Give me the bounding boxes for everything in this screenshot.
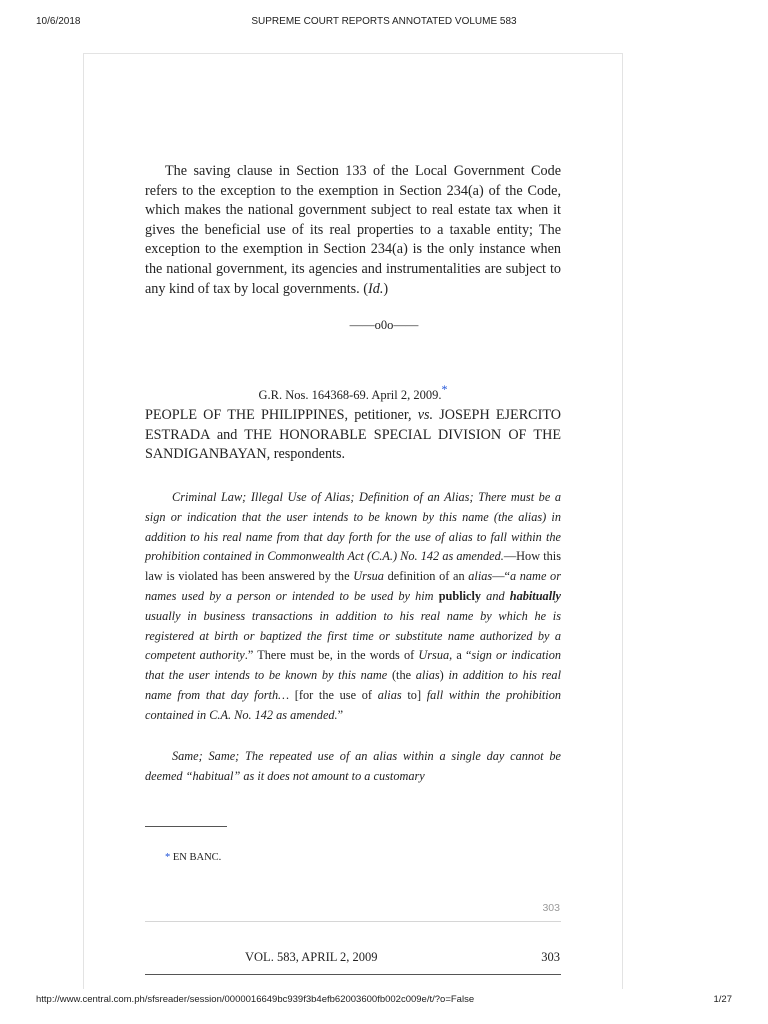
footnote: * EN BANC. (165, 852, 222, 863)
print-date: 10/6/2018 (36, 16, 81, 27)
footnote-marker: * (165, 852, 171, 863)
case-number: G.R. Nos. 164368-69. April 2, 2009.* (258, 382, 448, 402)
print-url: http://www.central.com.ph/sfsreader/session/0000016649bc939f3b4efb62003600fb002c009e/t/?o=False (36, 994, 475, 1005)
holding-paragraph: The saving clause in Section 133 of the Local Government Code refers to the exception to the exemption in Section 234(a) of the Code, which makes the national government subject to real estate tax when it gives the beneficial use of its real properties to a taxable entity; The exception to the exemption in Section 234(a) is the only instance when the national government, its agencies and instrumentalities are subject to any kind of tax by local governments. (Id.) (145, 163, 561, 297)
print-page-count: 1/27 (713, 994, 732, 1005)
running-header-volume: VOL. 583, APRIL 2, 2009 (245, 950, 378, 964)
footnote-ref-link[interactable]: * (441, 382, 448, 396)
running-header-page: 303 (541, 950, 560, 964)
footnote-divider (145, 826, 227, 827)
print-title: SUPREME COURT REPORTS ANNOTATED VOLUME 583 (251, 16, 517, 27)
page-number-marker: 303 (542, 902, 560, 914)
section-separator: ——o0o—— (349, 318, 419, 332)
case-parties: PEOPLE OF THE PHILIPPINES, petitioner, vs. JOSEPH EJERCITO ESTRADA and THE HONORABLE SPECIAL DIVISION OF THE SANDIGANBAYAN, respondents. (145, 407, 562, 462)
running-header-rule (145, 974, 561, 975)
page-break-rule (145, 921, 561, 922)
syllabus-paragraph-1: Criminal Law; Illegal Use of Alias; Definition of an Alias; There must be a sign or indication that the user intends to be known by this name (the alias) in addition to his real name from that day forth for the use of alias to fall within the prohibition contained in Commonwealth Act (C.A.) No. 142 as amended.—How this law is violated has been answered by the Ursua definition of an alias—“a name or names used by a person or intended to be used by him publicly and habitually usually in business transactions in addition to his real name by which he is registered at birth or baptized the first time or substitute name authorized by a competent authority.” There must be, in the words of Ursua, a “sign or indication that the user intends to be known by this name (the alias) in addition to his real name from that day forth… [for the use of alias to] fall within the prohibition contained in C.A. No. 142 as amended.” (145, 490, 561, 722)
syllabus-paragraph-2: Same; Same; The repeated use of an alias within a single day cannot be deemed “habitual” as it does not amount to a customary (145, 749, 561, 783)
